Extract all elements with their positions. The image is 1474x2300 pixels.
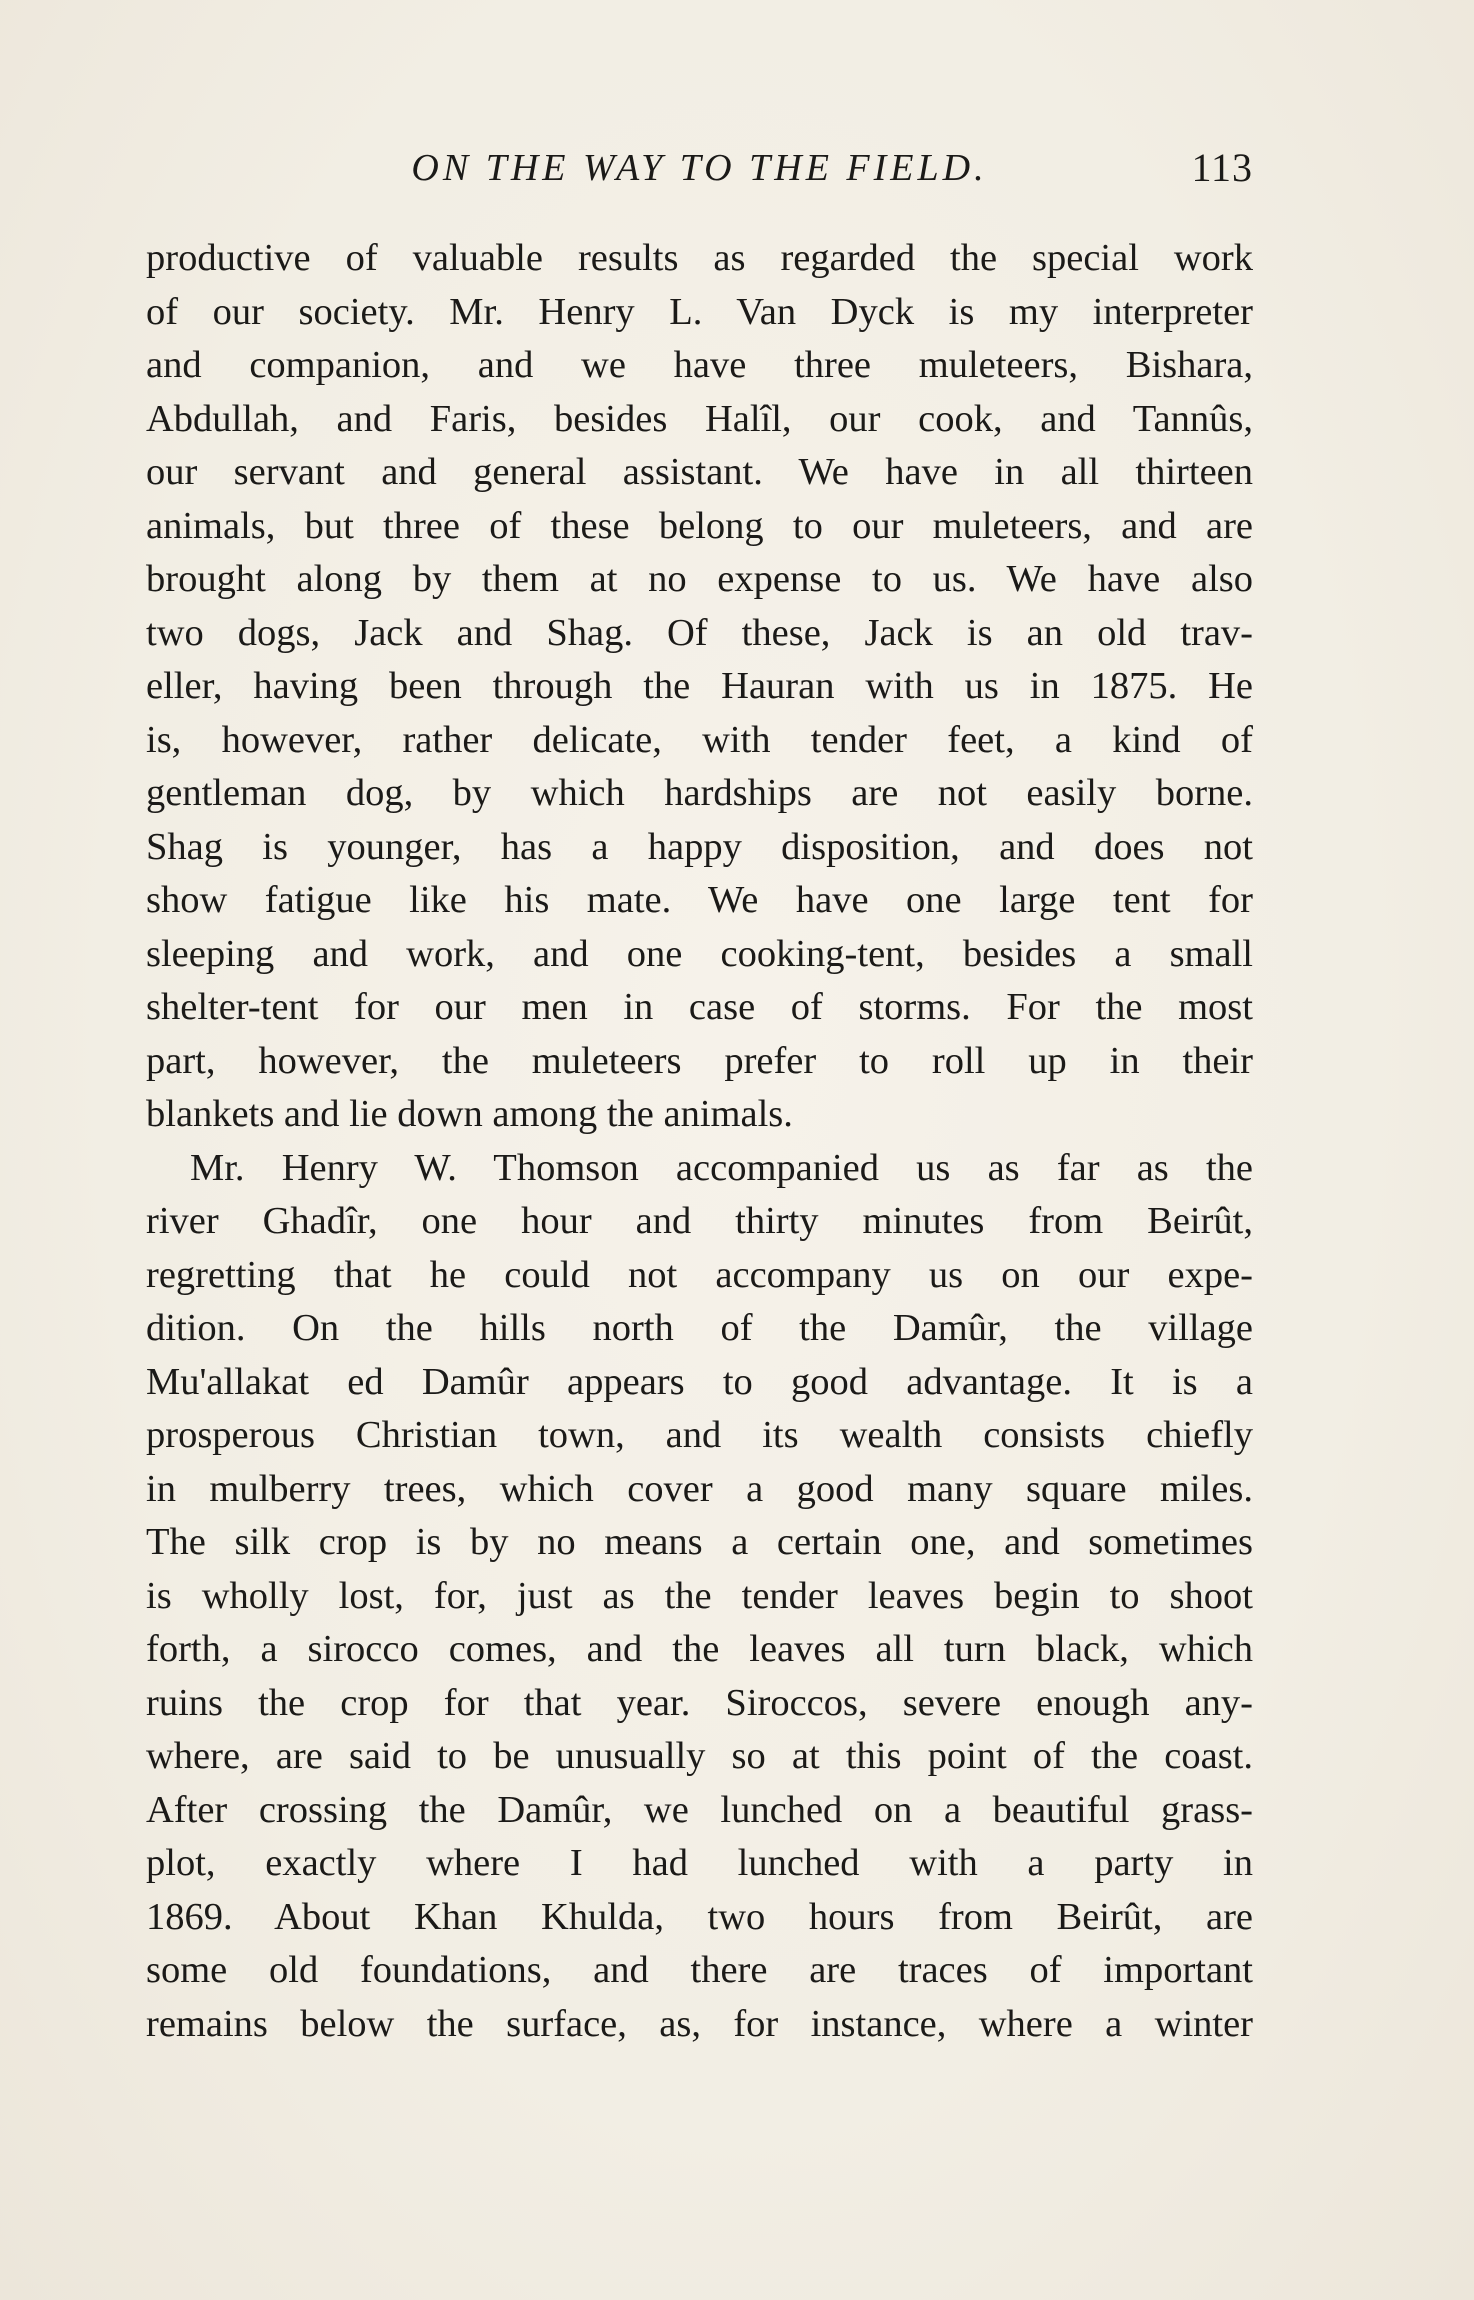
text-line: dition. On the hills north of the Damûr, the village	[146, 1307, 1253, 1349]
text-line: sleeping and work, and one cooking-tent, besides a small	[146, 932, 1253, 975]
text-line: shelter-tent for our men in case of storms. For the most	[146, 986, 1253, 1028]
text-line: brought along by them at no expense to us. We have also	[146, 558, 1253, 600]
text-line: two dogs, Jack and Shag. Of these, Jack is an old trav-	[146, 611, 1253, 654]
running-head: ON THE WAY TO THE FIELD.	[411, 147, 988, 189]
text-line: where, are said to be unusually so at this point of the coast.	[146, 1735, 1253, 1777]
text-line: regretting that he could not accompany us on our expe-	[146, 1253, 1253, 1296]
text-line: eller, having been through the Hauran with us in 1875. He	[146, 665, 1253, 707]
text-line: our servant and general assistant. We have in all thirteen	[146, 451, 1253, 493]
text-line: in mulberry trees, which cover a good many square miles.	[146, 1467, 1253, 1510]
text-line: productive of valuable results as regarded the special work	[146, 237, 1253, 279]
body-text	[146, 232, 1253, 2051]
text-line: of our society. Mr. Henry L. Van Dyck is my interpreter	[146, 290, 1253, 333]
text-line: plot, exactly where I had lunched with a party in	[146, 1842, 1253, 1884]
text-line: and companion, and we have three muleteers, Bishara,	[146, 344, 1253, 386]
text-line: 1869. About Khan Khulda, two hours from Beirût, are	[146, 1895, 1253, 1938]
text-line: After crossing the Damûr, we lunched on a beautiful grass-	[146, 1788, 1253, 1831]
text-line: remains below the surface, as, for instance, where a winter	[146, 2002, 1253, 2045]
paragraph-first-line: Mr. Henry W. Thomson accompanied us as far as the	[190, 1146, 1253, 1189]
text-line: animals, but three of these belong to our muleteers, and are	[146, 504, 1253, 547]
text-line: part, however, the muleteers prefer to roll up in their	[146, 1039, 1253, 1082]
page-header	[146, 142, 1253, 194]
text-line: some old foundations, and there are traces of important	[146, 1949, 1253, 1991]
text-line: is, however, rather delicate, with tender feet, a kind of	[146, 718, 1253, 761]
text-line: river Ghadîr, one hour and thirty minutes from Beirût,	[146, 1200, 1253, 1242]
text-line: Mu'allakat ed Damûr appears to good advantage. It is a	[146, 1360, 1253, 1403]
text-line: is wholly lost, for, just as the tender leaves begin to shoot	[146, 1574, 1253, 1617]
text-line: forth, a sirocco comes, and the leaves all turn black, which	[146, 1628, 1253, 1670]
paragraph-last-line: blankets and lie down among the animals.	[146, 1093, 793, 1135]
text-line: prosperous Christian town, and its wealth consists chiefly	[146, 1414, 1253, 1456]
page-number: 113	[1191, 145, 1253, 190]
text-line: ruins the crop for that year. Siroccos, severe enough any-	[146, 1681, 1253, 1724]
text-line: Shag is younger, has a happy disposition, and does not	[146, 825, 1253, 868]
text-line: Abdullah, and Faris, besides Halîl, our cook, and Tannûs,	[146, 397, 1253, 440]
text-line: The silk crop is by no means a certain one, and sometimes	[146, 1521, 1253, 1563]
text-line: show fatigue like his mate. We have one large tent for	[146, 879, 1253, 921]
text-line: gentleman dog, by which hardships are not easily borne.	[146, 772, 1253, 814]
